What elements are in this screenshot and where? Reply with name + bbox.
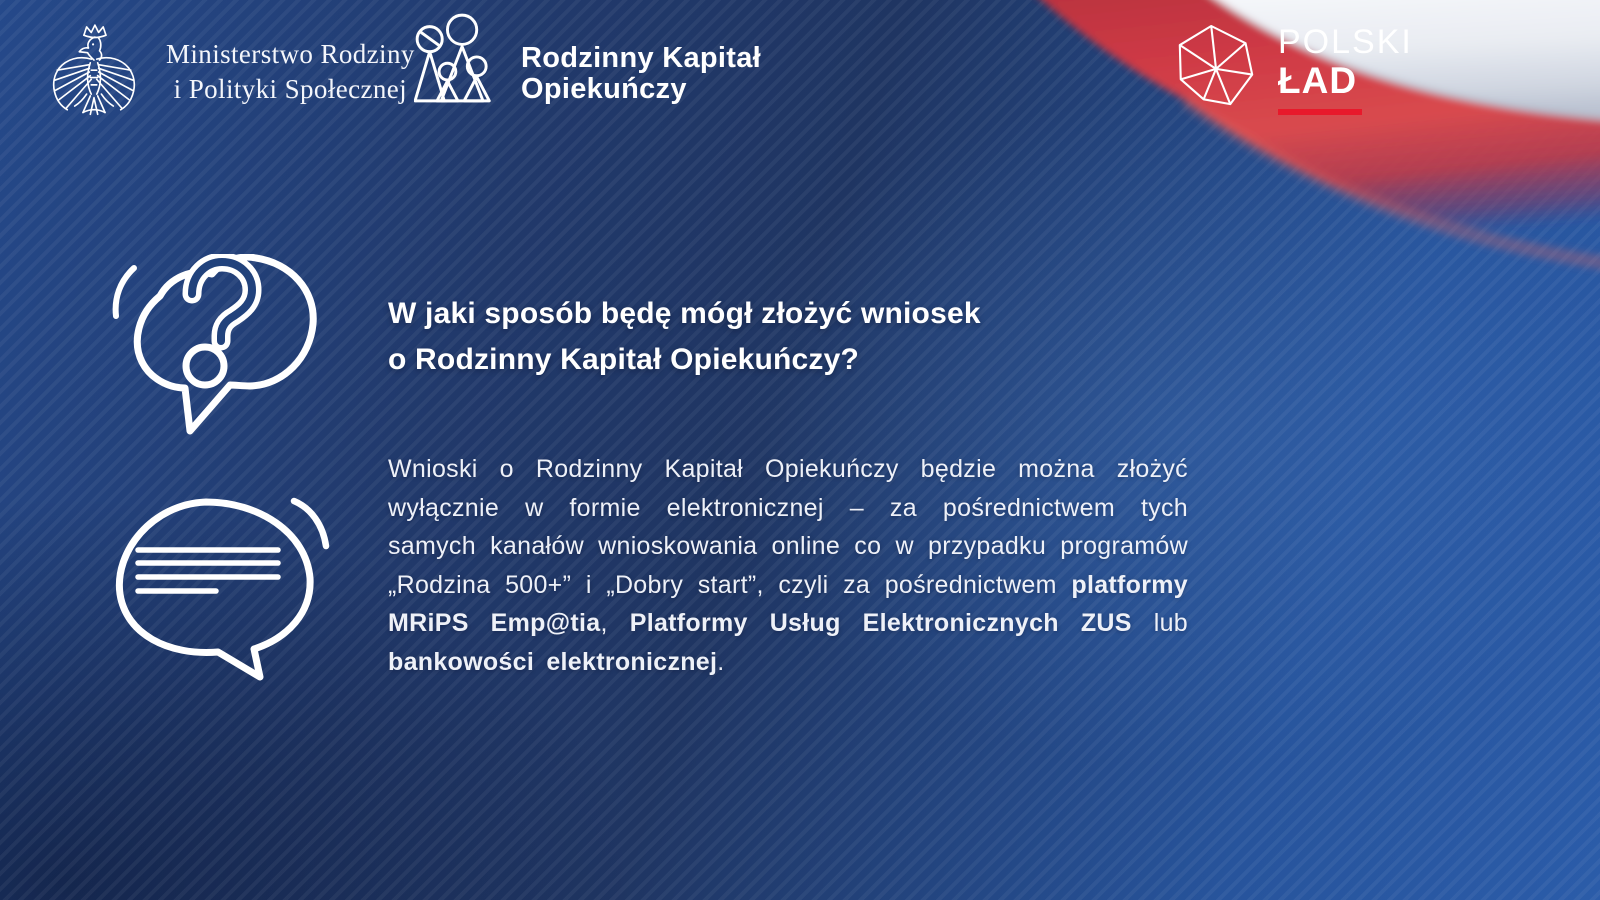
ministry-name-line2: i Polityki Społecznej	[173, 74, 408, 104]
ministry-name-line1: Ministerstwo Rodziny	[166, 39, 415, 69]
ministry-name	[166, 37, 415, 107]
paragraph-segment: .	[717, 647, 725, 676]
question-heading-line1: W jaki sposób będę mógł złożyć wniosek	[388, 297, 981, 330]
paragraph-segment: lub	[1131, 609, 1188, 638]
polish-eagle-emblem-icon	[48, 22, 140, 122]
answer-paragraph	[388, 450, 1188, 682]
polski-lad-line1: POLSKI	[1278, 23, 1413, 61]
question-heading-line2: o Rodzinny Kapitał Opiekuńczy?	[388, 343, 860, 376]
paragraph-segment: Wnioski o Rodzinny Kapitał Opiekuńczy będzie można złożyć wyłącznie w formie elektronicznej – za pośrednictwem tych samych kanałów wnioskowania online co w przypadku programów „Rodzina 500+” i „Dobry start”, czyli za pośrednictwem	[388, 455, 1188, 599]
program-name	[521, 43, 761, 105]
polski-lad-line2: ŁAD	[1278, 60, 1358, 101]
program-logo-block	[414, 12, 761, 105]
program-name-line2: Opiekuńczy	[521, 73, 687, 105]
polski-lad-hexagon-icon	[1176, 24, 1256, 108]
chat-speech-bubble-icon	[98, 496, 330, 682]
question-heading	[388, 291, 981, 383]
ministry-logo-block	[48, 22, 415, 122]
paragraph-segment: ,	[600, 609, 630, 638]
program-name-line1: Rodzinny Kapitał	[521, 42, 762, 74]
paragraph-bold-segment: Platformy Usług Elektronicznych ZUS	[629, 609, 1132, 638]
polski-lad-logo-block	[1176, 24, 1413, 115]
lad-underline	[1278, 109, 1362, 115]
polski-lad-wordmark	[1278, 24, 1413, 115]
family-icon	[414, 12, 506, 104]
paragraph-bold-segment: bankowości elektronicznej	[388, 647, 718, 676]
paragraph-bold-segment: platformy MRiPS Emp@tia	[388, 570, 1188, 638]
question-speech-bubble-icon	[112, 254, 324, 438]
